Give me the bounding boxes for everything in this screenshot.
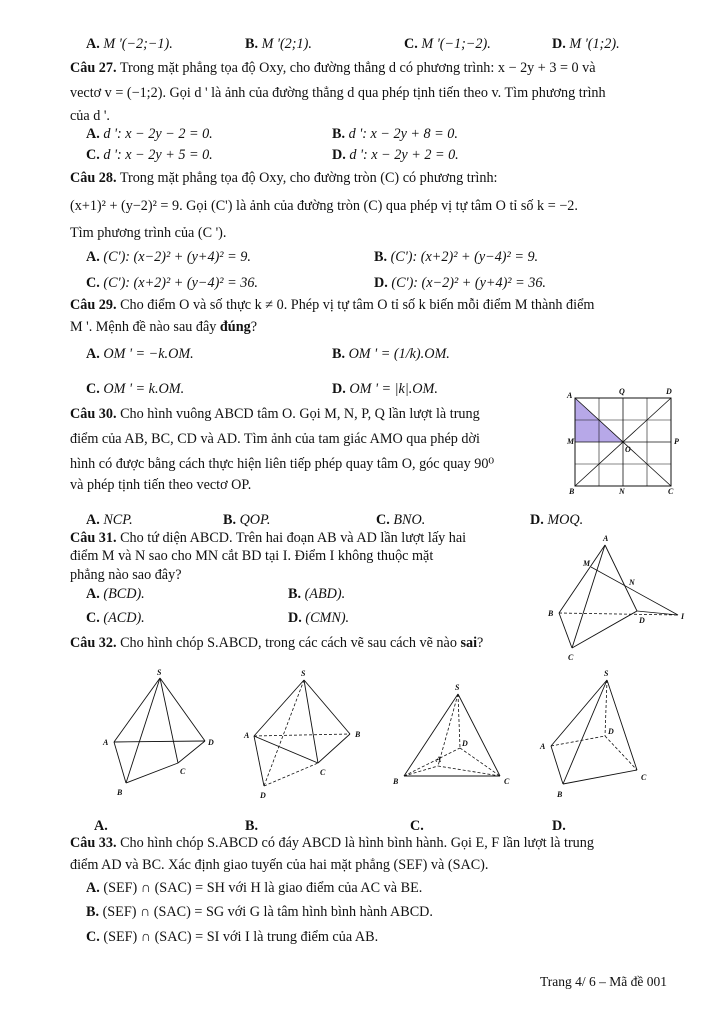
q28-line3: Tìm phương trình của (C '). xyxy=(70,225,227,241)
page-footer: Trang 4/ 6 – Mã đề 001 xyxy=(540,974,667,989)
fig-label: Q xyxy=(619,387,625,396)
fig-label: D xyxy=(639,616,645,625)
q31-option-a: A. (BCD). xyxy=(86,586,145,602)
prev-option-d: D. M '(1;2). xyxy=(552,36,620,52)
fig-label: M xyxy=(567,437,575,446)
q30-option-d: D. MOQ. xyxy=(530,512,584,528)
fig-label: A xyxy=(540,742,546,751)
q30-square-figure xyxy=(563,386,683,496)
fig-label: M xyxy=(583,559,591,568)
q27-line2: vectơ v = (−1;2). Gọi d ' là ảnh của đường thẳng d qua phép tịnh tiến theo v. Tìm phương trình xyxy=(70,85,606,101)
q27-line3: của d '. xyxy=(70,108,110,124)
q31-option-d: D. (CMN). xyxy=(288,610,350,626)
q32-pyramid-figure-d xyxy=(535,668,665,803)
fig-label: C xyxy=(568,653,574,662)
q27-option-a: A. d ': x − 2y − 2 = 0. xyxy=(86,126,213,142)
fig-label: A xyxy=(567,391,573,400)
q32-pyramid-figure-c xyxy=(390,680,520,800)
q33-option-b: B. (SEF) ∩ (SAC) = SG với G là tâm hình bình hành ABCD. xyxy=(86,904,433,920)
q33-line2: điểm AD và BC. Xác định giao tuyến của hai mặt phẳng (SEF) và (SAC). xyxy=(70,857,489,873)
q31-line1: Câu 31. Cho tứ diện ABCD. Trên hai đoạn AB và AD lần lượt lấy hai xyxy=(70,530,467,546)
q31-option-b: B. (ABD). xyxy=(288,586,346,602)
fig-label: A xyxy=(103,738,109,747)
fig-label: B xyxy=(393,777,399,786)
q30-line1: Câu 30. Cho hình vuông ABCD tâm O. Gọi M, N, P, Q lần lượt là trung xyxy=(70,406,480,422)
q27-option-c: C. d ': x − 2y + 5 = 0. xyxy=(86,147,213,163)
fig-label: S xyxy=(455,683,460,692)
q27-option-d: D. d ': x − 2y + 2 = 0. xyxy=(332,147,459,163)
fig-label: N xyxy=(629,578,635,587)
fig-label: C xyxy=(504,777,510,786)
fig-label: D xyxy=(462,739,468,748)
q32-option-c: C. xyxy=(410,818,424,834)
q29-line1: Câu 29. Cho điểm O và số thực k ≠ 0. Phép vị tự tâm O tỉ số k biến mỗi điểm M thành điểm xyxy=(70,297,595,313)
prev-option-b: B. M '(2;1). xyxy=(245,36,312,52)
q30-option-b: B. QOP. xyxy=(223,512,271,528)
q33-option-c: C. (SEF) ∩ (SAC) = SI với I là trung điểm của AB. xyxy=(86,929,379,945)
q29-option-d: D. OM ' = |k|.OM. xyxy=(332,381,438,397)
fig-label: B xyxy=(557,790,563,799)
q31-line2: điểm M và N sao cho MN cắt BD tại I. Điểm I không thuộc mặt xyxy=(70,548,434,564)
fig-label: A xyxy=(603,534,609,543)
fig-label: B xyxy=(548,609,554,618)
fig-label: P xyxy=(674,437,679,446)
q30-line3: hình có được bằng cách thực hiện liên tiếp phép quay tâm O, góc quay 90⁰ xyxy=(70,456,495,472)
q30-line4: và phép tịnh tiến theo vectơ OP. xyxy=(70,477,252,493)
q33-line1: Câu 33. Cho hình chóp S.ABCD có đáy ABCD là hình bình hành. Gọi E, F lần lượt là trung xyxy=(70,835,594,851)
prev-option-c: C. M '(−1;−2). xyxy=(404,36,491,52)
q32-pyramid-figure-b xyxy=(240,668,370,803)
q28-option-b: B. (C'): (x+2)² + (y−4)² = 9. xyxy=(374,249,539,265)
q32-option-a: A. xyxy=(94,818,108,834)
fig-label: B xyxy=(117,788,123,797)
q29-option-b: B. OM ' = (1/k).OM. xyxy=(332,346,450,362)
fig-label: C xyxy=(180,767,186,776)
q31-option-c: C. (ACD). xyxy=(86,610,145,626)
fig-label: I xyxy=(681,612,685,621)
fig-label: D xyxy=(666,387,672,396)
q32-pyramid-figure-a xyxy=(100,668,230,803)
q30-option-c: C. BNO. xyxy=(376,512,426,528)
fig-label: D xyxy=(608,727,614,736)
fig-label: S xyxy=(301,669,306,678)
q28-line1: Câu 28. Trong mặt phẳng tọa độ Oxy, cho đường tròn (C) có phương trình: xyxy=(70,170,498,186)
q28-line2: (x+1)² + (y−2)² = 9. Gọi (C') là ảnh của đường tròn (C) qua phép vị tự tâm O tỉ số k = −2. xyxy=(70,198,578,214)
q32-option-b: B. xyxy=(245,818,259,834)
q31-line3: phẳng nào sao đây? xyxy=(70,567,182,583)
fig-label: C xyxy=(668,487,674,496)
fig-label: O xyxy=(625,445,631,454)
q27-option-b: B. d ': x − 2y + 8 = 0. xyxy=(332,126,458,142)
q30-line2: điểm của AB, BC, CD và AD. Tìm ảnh của tam giác AMO qua phép dời xyxy=(70,431,480,447)
q28-option-d: D. (C'): (x−2)² + (y+4)² = 36. xyxy=(374,275,546,291)
q29-option-c: C. OM ' = k.OM. xyxy=(86,381,185,397)
fig-label: A xyxy=(244,731,250,740)
fig-label: C xyxy=(641,773,647,782)
fig-label: B xyxy=(355,730,361,739)
q32-line1: Câu 32. Cho hình chóp S.ABCD, trong các cách vẽ sau cách vẽ nào sai? xyxy=(70,635,484,651)
fig-label: S xyxy=(157,668,162,677)
fig-label: D xyxy=(260,791,266,800)
fig-label: A xyxy=(436,755,442,764)
q32-option-d: D. xyxy=(552,818,566,834)
q27-line1: Câu 27. Trong mặt phẳng tọa độ Oxy, cho đường thẳng d có phương trình: x − 2y + 3 = 0 và xyxy=(70,60,596,76)
q28-option-a: A. (C'): (x−2)² + (y+4)² = 9. xyxy=(86,249,251,265)
fig-label: C xyxy=(320,768,326,777)
q30-option-a: A. NCP. xyxy=(86,512,133,528)
q29-option-a: A. OM ' = −k.OM. xyxy=(86,346,194,362)
fig-label: S xyxy=(604,669,609,678)
prev-option-a: A. M '(−2;−1). xyxy=(86,36,173,52)
q31-tetrahedron-figure xyxy=(545,533,690,663)
fig-label: B xyxy=(569,487,575,496)
fig-label: D xyxy=(208,738,214,747)
q29-line2: M '. Mệnh đề nào sau đây đúng? xyxy=(70,319,257,335)
fig-label: N xyxy=(619,487,625,496)
q28-option-c: C. (C'): (x+2)² + (y−4)² = 36. xyxy=(86,275,258,291)
q33-option-a: A. (SEF) ∩ (SAC) = SH với H là giao điểm của AC và BE. xyxy=(86,880,423,896)
